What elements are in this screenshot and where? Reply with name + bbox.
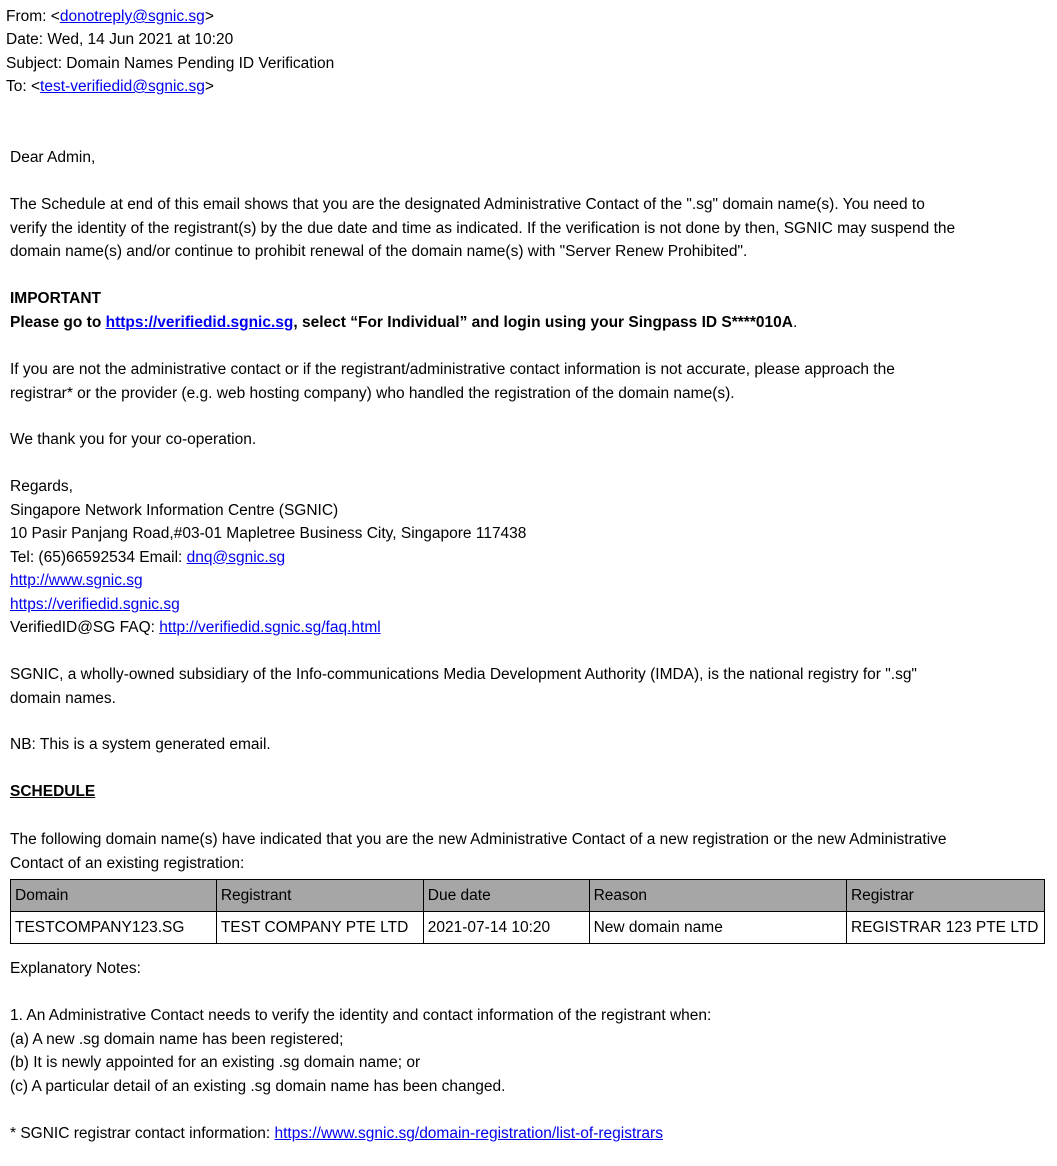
email-link[interactable]: dnq@sgnic.sg [186,548,286,566]
faq-line [10,616,1050,640]
schedule-table [10,879,1045,944]
about-line-1: SGNIC, a wholly-owned subsidiary of the Info-communications Media Development Authority (IMDA), is the national registry for ".sg" [10,666,917,683]
contact-line-2: registrar* or the provider (e.g. web hosting company) who handled the registration of the domain name(s). [10,384,735,402]
registrar-info-label: * SGNIC registrar contact information: [10,1125,275,1142]
registrar-list-link[interactable]: https://www.sgnic.sg/domain-registration/list-of-registrars [274,1125,663,1142]
table-row [11,912,1045,944]
nb-line: NB: This is a system generated email. [10,736,271,753]
intro-paragraph [10,193,1050,264]
greeting: Dear Admin, [10,149,96,166]
to-email-link[interactable]: test-verifiedid@sgnic.sg [40,78,205,95]
schedule-title-text: SCHEDULE [10,783,96,800]
important-end: . [792,313,798,331]
org-address: 10 Pasir Panjang Road,#03-01 Mapletree Business City, Singapore 117438 [10,525,527,542]
to-line [6,75,214,99]
sgnic-site-link[interactable]: http://www.sgnic.sg [10,572,143,589]
faq-link[interactable]: http://verifiedid.sgnic.sg/faq.html [159,619,381,636]
date-line: Date: Wed, 14 Jun 2021 at 10:20 [6,31,234,48]
verifiedid-link[interactable]: https://verifiedid.sgnic.sg [105,313,294,331]
cell-domain: TESTCOMPANY123.SG [11,912,217,944]
faq-label: VerifiedID@SG FAQ: [10,619,160,636]
cell-registrant: TEST COMPANY PTE LTD [216,912,423,944]
important-post: , select “For Individual” and login using your Singpass ID S****010A [293,313,793,331]
from-close: > [204,8,214,25]
intro-line-3: domain name(s) and/or continue to prohibit renewal of the domain name(s) with "Server Renew Prohibited". [10,243,748,260]
tel-text: Tel: (65)66592534 Email: [10,548,187,566]
note-item-a: (a) A new .sg domain name has been registered; [10,1030,344,1048]
subject-line: Subject: Domain Names Pending ID Verification [6,55,335,72]
org-name: Singapore Network Information Centre (SGNIC) [10,501,339,519]
note-item-c: (c) A particular detail of an existing .sg domain name has been changed. [10,1077,506,1095]
to-label: To: < [6,78,41,95]
cell-registrar: REGISTRAR 123 PTE LTD [846,912,1044,944]
cell-due-date: 2021-07-14 10:20 [423,912,589,944]
important-section [10,287,1050,334]
about-paragraph [10,663,1050,710]
cell-reason: New domain name [589,912,846,944]
note-item-b: (b) It is newly appointed for an existing .sg domain name; or [10,1054,421,1071]
thanks-line: We thank you for your co-operation. [10,431,257,448]
table-header-row [11,880,1045,912]
contact-line-1: If you are not the administrative contact or if the registrant/administrative contact information is not accurate, please approach the [10,361,895,378]
column-header-registrant: Registrant [216,880,423,912]
to-close: > [204,78,214,95]
note-item-1: 1. An Administrative Contact needs to verify the identity and contact information of the registrant when: [10,1007,712,1024]
from-line [6,5,214,29]
tel-line [10,546,1050,570]
registrar-info-line [10,1122,1050,1146]
intro-line-2: verify the identity of the registrant(s) by the due date and time as indicated. If the verification is not done by then, SGNIC may suspend the [10,219,956,237]
important-pre: Please go to [10,313,106,331]
contact-paragraph [10,358,1050,405]
signature-block [10,475,1050,640]
intro-line-1: The Schedule at end of this email shows that you are the designated Administrative Contact of the ".sg" domain name(s). You need to [10,196,925,213]
from-email-link[interactable]: donotreply@sgnic.sg [59,8,205,25]
regards: Regards, [10,478,73,495]
schedule-intro-line-2: Contact of an existing registration: [10,854,245,872]
column-header-registrar: Registrar [846,880,1044,912]
schedule-title [10,780,1050,804]
notes-title: Explanatory Notes: [10,960,141,977]
column-header-due-date: Due date [423,880,589,912]
schedule-intro [10,828,1050,875]
notes-list [10,1004,1050,1098]
column-header-reason: Reason [589,880,846,912]
important-title: IMPORTANT [10,290,101,307]
column-header-domain: Domain [11,880,217,912]
schedule-intro-line-1: The following domain name(s) have indicated that you are the new Administrative Contact of a new registration or the new Administrative [10,831,947,848]
from-label: From: < [6,8,60,25]
about-line-2: domain names. [10,689,116,707]
verifiedid-site-link[interactable]: https://verifiedid.sgnic.sg [10,595,180,613]
